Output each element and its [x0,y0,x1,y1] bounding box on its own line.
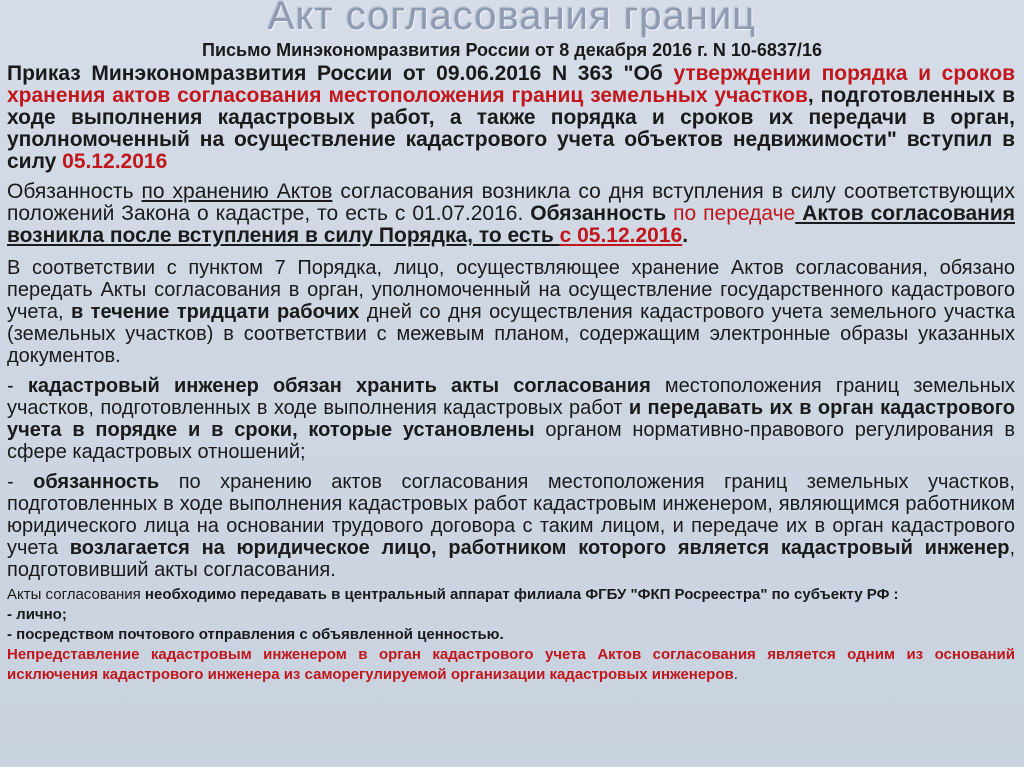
paragraph-engineer-duty: - кадастровый инженер обязан хранить акты согласования местоположения границ земельных участков, подготовленных в ходе выполнения кадастровых работ и передавать их в орган кадастрового учета в порядке и в сроки, которые установлены органом нормативно-правового регулирования в сфере кадастровых отношений; [7,375,1016,463]
slide-subtitle: Письмо Минэкономразвития России от 8 декабря 2016 г. N 10-6837/16 [202,40,822,60]
list-item-post: - посредством почтового отправления с объявленной ценностью. [7,626,504,643]
slide-body [7,63,1015,685]
paragraph-point-7: В соответствии с пунктом 7 Порядка, лицо, осуществляющее хранение Актов согласования, обязано передать Акты согласования в орган, уполномоченный на осуществление государственного кадастрового учета, в течение тридцати рабочих дней со дня осуществления кадастрового учета земельного участка (земельных участков) в соответствии с межевым планом, содержащим электронные образы указанных документов. [7,257,1015,367]
list-item-personally: - лично; [7,606,67,623]
paragraph-order-363: Приказ Минэкономразвития России от 09.06.2016 N 363 "Об утверждении порядка и сроков хранения актов согласования местоположения границ земельных участков, подготовленных в ходе выполнения кадастровых работ, а также порядка и сроков их передачи в орган, уполномоченный на осуществление кадастрового учета объектов недвижимости" вступил в силу 05.12.2016 [7,62,1015,173]
paragraph-obligation: Обязанность по хранению Актов согласования возникла со дня вступления в силу соответствующих положений Закона о кадастре, то есть с 01.07.2016. Обязанность по передаче Актов согласования возникла после вступления в силу Порядка, то есть с 05.12.2016. [7,180,1015,247]
paragraph-legal-entity: - обязанность по хранению актов согласования местоположения границ земельных участков, подготовленных в ходе выполнения кадастровых работ кадастровым инженером, являющимся работником юридического лица на основании трудового договора с таким лицом, и передаче их в орган кадастрового учета возлагается на юридическое лицо, работником которого является кадастровый инженер, подготовивший акты согласования. [7,471,1016,581]
paragraph-exclusion: Непредставление кадастровым инженером в орган кадастрового учета Актов согласования является одним из оснований исключения кадастрового инженера из саморегулируемой организации кадастровых инженеров. [7,646,1015,683]
slide-title: Акт согласования границ [267,0,757,38]
paragraph-transfer: Акты согласования необходимо передавать в центральный аппарат филиала ФГБУ "ФКП Росреестра" по субъекту РФ : [7,586,899,603]
